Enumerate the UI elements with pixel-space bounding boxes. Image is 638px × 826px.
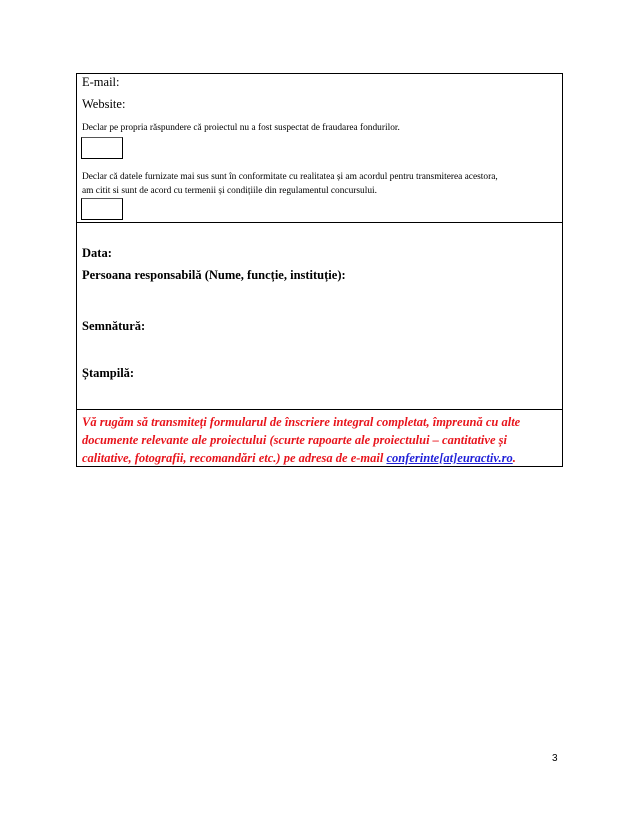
- notice-line-2: documente relevante ale proiectului (scurte rapoarte ale proiectului – cantitative și: [82, 433, 507, 447]
- stamp-label: Ștampilă:: [82, 366, 135, 380]
- notice-line-3-text: calitative, fotografii, recomandări etc.) pe adresa de e-mail: [82, 451, 387, 465]
- notice-line-3: [82, 449, 560, 467]
- signature-section: [77, 222, 562, 409]
- application-form-table: [76, 73, 563, 467]
- submission-notice-section: [77, 409, 562, 466]
- data-declaration-text-line2: am citit si sunt de acord cu termenii și condițiile din regulamentul concursului.: [82, 186, 377, 196]
- responsible-person-label: Persoana responsabilă (Nume, funcție, instituție):: [82, 268, 346, 282]
- email-label: E-mail:: [82, 75, 120, 89]
- page-number: 3: [552, 753, 558, 764]
- data-declaration-text-line1: Declar că datele furnizate mai sus sunt în conformitate cu realitatea și am acordul pentru transmiterea acestora,: [82, 172, 498, 182]
- date-label: Data:: [82, 246, 112, 260]
- notice-line-1: Vă rugăm să transmiteți formularul de înscriere integral completat, împreună cu alte: [82, 415, 521, 429]
- fraud-declaration-checkbox[interactable]: [81, 137, 123, 159]
- data-declaration-checkbox[interactable]: [81, 198, 123, 220]
- email-link[interactable]: conferinte[at]euractiv.ro: [386, 451, 513, 465]
- submission-notice: [82, 413, 560, 467]
- notice-line-3-suffix: .: [512, 451, 516, 465]
- fraud-declaration-text: Declar pe propria răspundere că proiectul nu a fost suspectat de fraudarea fondurilor.: [82, 123, 400, 133]
- signature-label: Semnătură:: [82, 319, 146, 333]
- contact-declarations-section: [77, 74, 562, 222]
- website-label: Website:: [82, 97, 126, 111]
